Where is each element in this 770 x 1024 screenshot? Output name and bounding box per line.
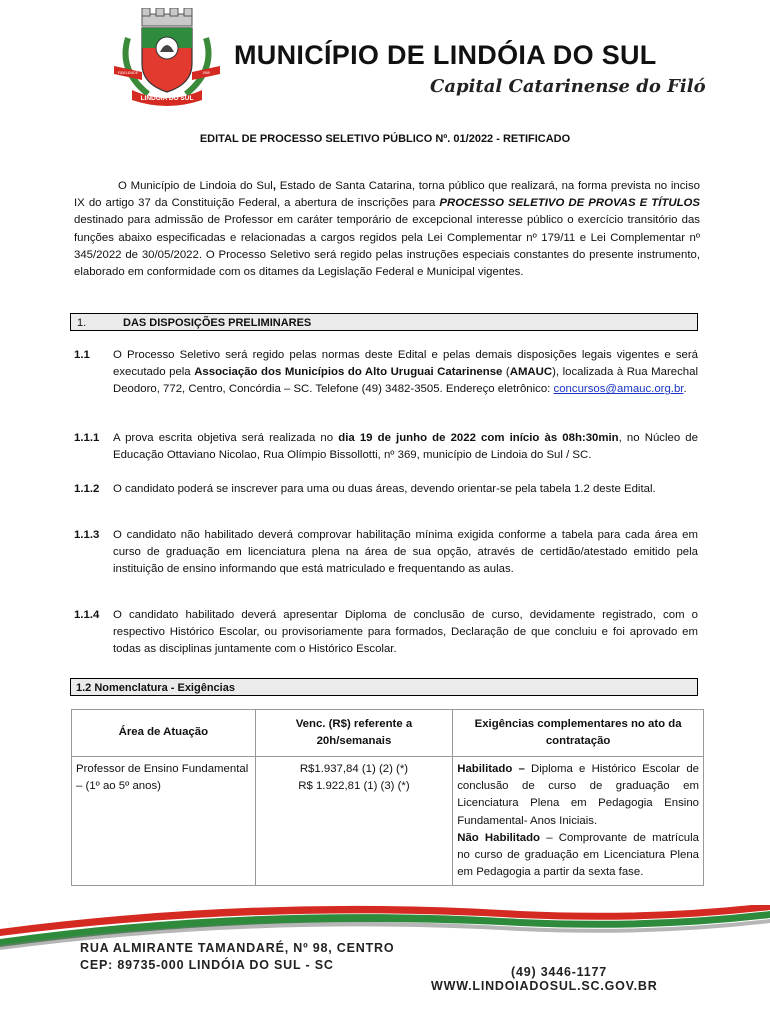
amauc-email-link[interactable]: concursos@amauc.org.br (553, 383, 684, 396)
item-1-1-3-text: O candidato não habilitado deverá comprovar habilitação mínima exigida conforme a tabela para cada área em curso de graduação em licenciatura plena na área de sua opção, através de certidão/atestado emitido pela instituição de ensino informando que está matriculado e frequentando as aulas. (113, 529, 698, 576)
table-header-row (72, 710, 704, 757)
footer-address-line-2: CEP: 89735-000 LINDÓIA DO SUL - SC (80, 958, 334, 972)
table-row (72, 757, 704, 886)
crest-ribbon-text: LINDÓIA DO SUL (140, 95, 194, 102)
footer-address (80, 940, 394, 974)
requirement-habilitado: Habilitado – Diploma e Histórico Escolar de conclusão de curso de graduação em Licenciatura Plena em Pedagogia Ensino Fundamental- Anos Iniciais. (457, 763, 699, 827)
salary-value-2: R$ 1.922,81 (1) (3) (*) (298, 780, 410, 793)
item-1-1-2-text: O candidato poderá se inscrever para uma ou duas áreas, devendo orientar-se pela tabela 1.2 deste Edital. (113, 483, 656, 495)
edital-title: EDITAL DE PROCESSO SELETIVO PÚBLICO Nº. 01/2022 - RETIFICADO (199, 133, 571, 145)
header-salary: Venc. (R$) referente a 20h/semanais (255, 710, 453, 757)
requirement-nao-habilitado: Não Habilitado – Comprovante de matrícula no curso de graduação em Licenciatura Plena em Pedagogia a partir da sexta fase. (457, 831, 699, 879)
header-requirements: Exigências complementares no ato da contratação (453, 710, 704, 757)
municipality-slogan: Capital Catarinense do Filó (430, 76, 706, 97)
cell-requirements (453, 757, 704, 886)
footer-phone: (49) 3446-1177 (511, 965, 607, 979)
item-1-1-1-text: A prova escrita objetiva será realizada no dia 19 de junho de 2022 com início às 08h:30min, no Núcleo de Educação Ottaviano Nicolao, Rua Olímpio Bissollotti, nº 369, município de Lindoia do Sul / SC. (113, 432, 698, 462)
municipality-name: MUNICÍPIO DE LINDÓIA DO SUL (234, 40, 657, 70)
section-1-title: DAS DISPOSIÇÕES PRELIMINARES (123, 317, 312, 329)
section-1-2-title: 1.2 Nomenclatura - Exigências (76, 682, 235, 694)
footer-website-link[interactable]: WWW.LINDOIADOSUL.SC.GOV.BR (431, 979, 658, 993)
municipal-crest-logo (108, 8, 226, 106)
requirements-table (71, 709, 704, 886)
header-area: Área de Atuação (72, 710, 256, 757)
cell-salary (255, 757, 453, 886)
item-1-1-4-text: O candidato habilitado deverá apresentar Diploma de conclusão de curso, devidamente registrado, com o respectivo Histórico Escolar, ou provisoriamente para formados, Declaração de que concluiu e foi aprovado em todas as disciplinas juntamente com o Histórico Escolar. (113, 609, 698, 656)
item-1-1-4-number: 1.1.4 (74, 609, 100, 621)
item-1-1-text: O Processo Seletivo será regido pelas normas deste Edital e pelas demais disposições legais vigentes e será executado pela Associação dos Municípios do Alto Uruguai Catarinense (AMAUC), localizada à Rua Marechal Deodoro, 772, Centro, Concórdia – SC. Telefone (49) 3482-3505. Endereço eletrônico: concursos@amauc.org.br. (113, 349, 698, 396)
section-1-header (70, 313, 698, 331)
item-1-1-2-number: 1.1.2 (74, 483, 100, 495)
section-1-2-header (70, 678, 698, 696)
crest-left-text: FIDELIDADE (118, 71, 138, 75)
crest-right-text: 1989 (202, 71, 210, 75)
salary-value-1: R$1.937,84 (1) (2) (*) (299, 763, 409, 775)
footer-address-line-1: RUA ALMIRANTE TAMANDARÉ, Nº 98, CENTRO (80, 941, 395, 955)
item-1-1-number: 1.1 (74, 349, 90, 361)
item-1-1-1-number: 1.1.1 (74, 432, 100, 444)
intro-paragraph: O Município de Lindoia do Sul, Estado de Santa Catarina, torna público que realizará, na forma prevista no inciso IX do artigo 37 da Constituição Federal, a abertura de inscrições para PROCESSO SELETIVO DE PROVAS E TÍTULOS destinado para admissão de Professor em caráter temporário de excepcional interesse público o exercício transitório das funções abaixo especificadas e relacionadas a cargos regidos pela Lei Complementar nº 179/11 e Lei Complementar nº 345/2022 de 30/05/2022. O Processo Seletivo será regido pelas instruções especiais constantes do presente instrumento, elaborado em conformidade com os ditames da Legislação Federal e Municipal vigentes. (74, 180, 701, 279)
item-1-1-3-number: 1.1.3 (74, 529, 100, 541)
cell-area: Professor de Ensino Fundamental – (1º ao 5º anos) (72, 757, 256, 886)
section-1-number: 1. (77, 317, 87, 329)
